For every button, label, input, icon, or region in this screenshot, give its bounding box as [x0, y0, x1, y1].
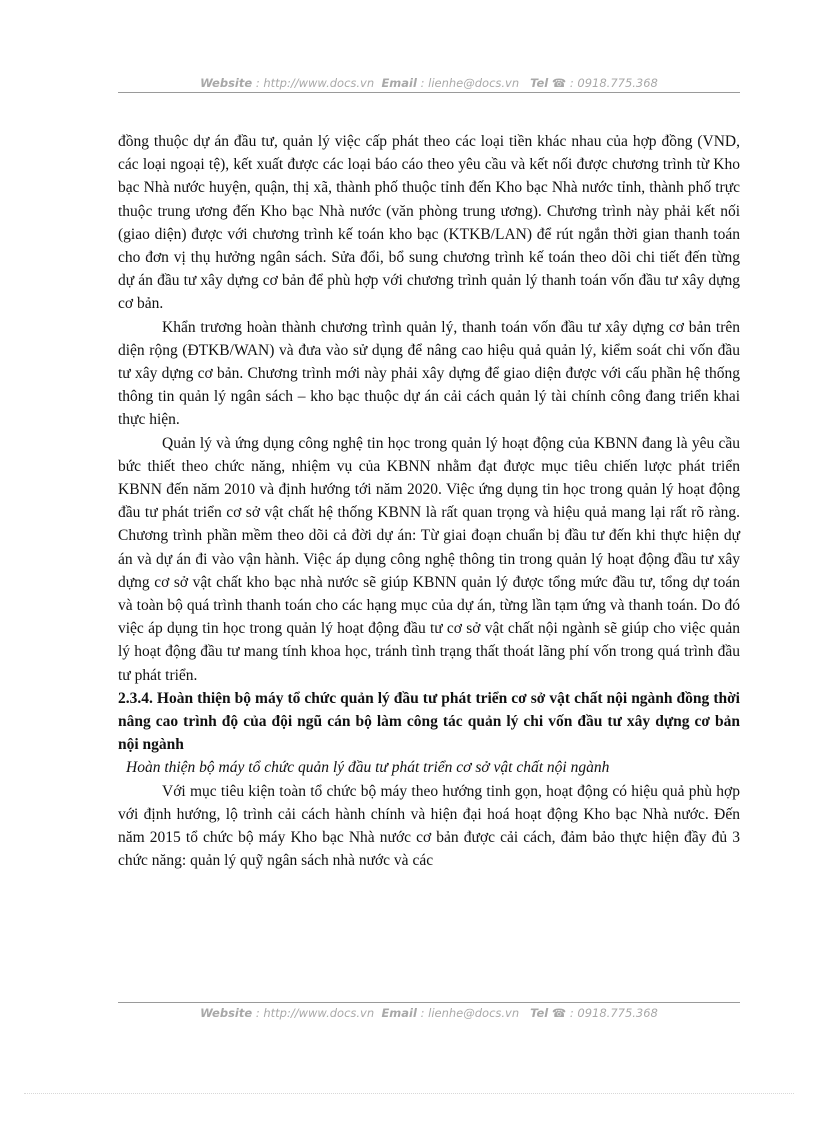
- page-header: [118, 76, 740, 93]
- paragraph-2: Khẩn trương hoàn thành chương trình quản lý, thanh toán vốn đầu tư xây dựng cơ bản trên diện rộng (ĐTKB/WAN) và đưa vào sử dụng để nâng cao hiệu quả quản lý, kiểm soát chi vốn đầu tư xây dựng cơ bản. Chương trình mới này phải xây dựng để giao diện được với cấu phần hệ thống thông tin quản lý ngân sách – kho bạc thuộc dự án cải cách quản lý tài chính công đang triển khai thực hiện.: [118, 318, 740, 429]
- footer-tel-value: ☎ : 0918.775.368: [551, 1006, 658, 1020]
- document-body: [118, 130, 740, 873]
- email-value: : lienhe@docs.vn: [420, 76, 520, 90]
- page-edge-rule: [24, 1093, 794, 1094]
- footer-tel-label: Tel: [530, 1006, 549, 1020]
- paragraph-1: đồng thuộc dự án đầu tư, quản lý việc cấp phát theo các loại tiền khác nhau của hợp đồng (VND, các loại ngoại tệ), kết xuất được các loại báo cáo theo yêu cầu và kết nối được chương trình từ Kho bạc Nhà nước huyện, quận, thị xã, thành phố thuộc tỉnh đến Kho bạc Nhà nước tỉnh, thành phố trực thuộc trung ương đến Kho bạc Nhà nước (văn phòng trung ương). Chương trình này phải kết nối (giao diện) được với chương trình kế toán kho bạc (KTKB/LAN) để rút ngắn thời gian thanh toán cho đơn vị thụ hưởng ngân sách. Sửa đổi, bổ sung chương trình kế toán theo dõi chi tiết đến từng dự án đầu tư xây dựng cơ bản để phù hợp với chương trình quản lý thanh toán vốn đầu tư xây dựng cơ bản.: [118, 133, 740, 313]
- footer-email-value: : lienhe@docs.vn: [420, 1006, 520, 1020]
- footer-email-label: Email: [381, 1006, 417, 1020]
- paragraph-4: Với mục tiêu kiện toàn tổ chức bộ máy theo hướng tinh gọn, hoạt động có hiệu quả phù hợp với định hướng, lộ trình cải cách hành chính và hiện đại hoá hoạt động Kho bạc Nhà nước. Đến năm 2015 tổ chức bộ máy Kho bạc Nhà nước cơ bản được cải cách, đảm bảo thực hiện đầy đủ 3 chức năng: quản lý quỹ ngân sách nhà nước và các: [118, 782, 740, 870]
- email-label: Email: [381, 76, 417, 90]
- section-heading: 2.3.4. Hoàn thiện bộ máy tổ chức quản lý đầu tư phát triển cơ sở vật chất nội ngành đồng thời nâng cao trình độ của đội ngũ cán bộ làm công tác quản lý chi vốn đầu tư xây dựng cơ bản nội ngành: [118, 689, 740, 754]
- section-subheading: Hoàn thiện bộ máy tổ chức quản lý đầu tư phát triển cơ sở vật chất nội ngành: [126, 759, 610, 777]
- tel-value: ☎ : 0918.775.368: [551, 76, 658, 90]
- footer-website-value: : http://www.docs.vn: [255, 1006, 375, 1020]
- website-label: Website: [200, 76, 253, 90]
- tel-label: Tel: [530, 76, 549, 90]
- footer-website-label: Website: [200, 1006, 253, 1020]
- website-value: : http://www.docs.vn: [255, 76, 375, 90]
- paragraph-3: Quản lý và ứng dụng công nghệ tin học trong quản lý hoạt động của KBNN đang là yêu cầu bức thiết theo chức năng, nhiệm vụ của KBNN nhằm đạt được mục tiêu chiến lược phát triển KBNN đến năm 2010 và định hướng tới năm 2020. Việc ứng dụng tin học trong quản lý hoạt động đầu tư phát triển cơ sở vật chất hệ thống KBNN là rất quan trọng và hiệu quả mang lại rất rõ ràng. Chương trình phần mềm theo dõi cả đời dự án: Từ giai đoạn chuẩn bị đầu tư đến khi thực hiện dự án và dự án đi vào vận hành. Việc áp dụng công nghệ thông tin trong quản lý hoạt động đầu tư xây dựng cơ sở vật chất kho bạc nhà nước sẽ giúp KBNN quản lý được tổng mức đầu tư, tổng dự toán và toàn bộ quá trình thanh toán cho các hạng mục của dự án, từng lần tạm ứng và thanh toán. Do đó việc áp dụng tin học trong quản lý hoạt động đầu tư cơ sở vật chất nội ngành sẽ giúp cho việc quản lý hoạt động đầu tư mang tính khoa học, tránh tình trạng thất thoát lãng phí vốn trong quá trình đầu tư phát triển.: [118, 434, 740, 684]
- page-footer: [118, 1002, 740, 1020]
